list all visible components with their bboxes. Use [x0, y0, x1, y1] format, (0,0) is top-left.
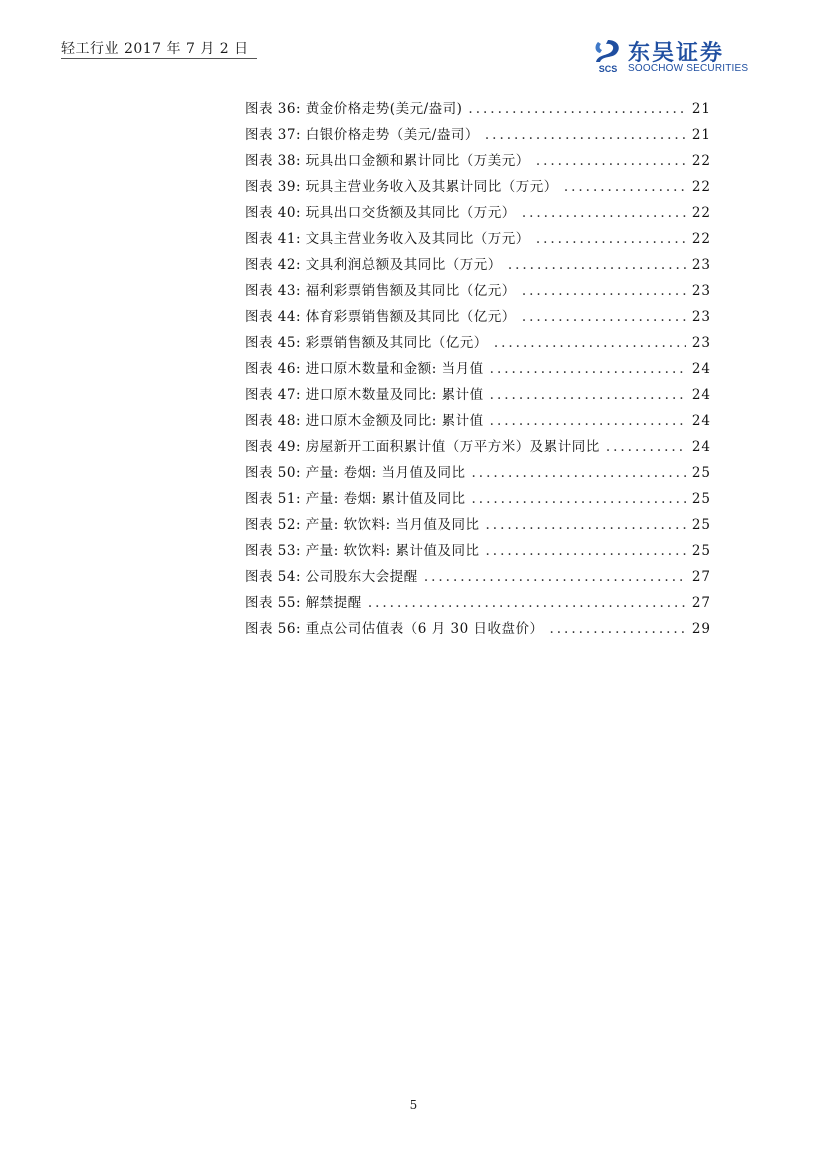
- scs-logo-icon: [592, 38, 624, 74]
- toc-entry[interactable]: [245, 617, 711, 643]
- toc-entry-page: 23: [691, 257, 711, 273]
- toc-entry[interactable]: [245, 175, 711, 201]
- toc-leader-dots: [522, 205, 686, 221]
- toc-entry-label: 图表 56: 重点公司估值表（6 月 30 日收盘价）: [245, 621, 544, 637]
- toc-entry[interactable]: [245, 253, 711, 279]
- toc-entry-label: 图表 49: 房屋新开工面积累计值（万平方米）及累计同比: [245, 439, 600, 455]
- toc-entry-label: 图表 37: 白银价格走势（美元/盎司）: [245, 127, 479, 143]
- toc-leader-dots: [564, 179, 686, 195]
- toc-entry-label: 图表 48: 进口原木金额及同比: 累计值: [245, 413, 484, 429]
- toc-entry[interactable]: [245, 279, 711, 305]
- toc-entry-label: 图表 51: 产量: 卷烟: 累计值及同比: [245, 491, 466, 507]
- toc-entry[interactable]: [245, 409, 711, 435]
- toc-leader-dots: [472, 465, 686, 481]
- toc-entry-label: 图表 47: 进口原木数量及同比: 累计值: [245, 387, 484, 403]
- toc-entry-page: 25: [691, 491, 711, 507]
- soochow-logo: [592, 38, 762, 78]
- toc-leader-dots: [486, 517, 686, 533]
- toc-entry-page: 22: [691, 179, 711, 195]
- toc-leader-dots: [486, 543, 686, 559]
- toc-entry-label: 图表 41: 文具主营业务收入及其同比（万元）: [245, 231, 530, 247]
- logo-mark-text: SCS: [598, 64, 618, 74]
- toc-entry[interactable]: [245, 383, 711, 409]
- toc-entry-page: 27: [691, 569, 711, 585]
- toc-entry-label: 图表 52: 产量: 软饮料: 当月值及同比: [245, 517, 480, 533]
- toc-entry-page: 23: [691, 335, 711, 351]
- toc-entry[interactable]: [245, 97, 711, 123]
- toc-leader-dots: [485, 127, 686, 143]
- toc-entry-label: 图表 55: 解禁提醒: [245, 595, 362, 611]
- toc-entry-label: 图表 42: 文具利润总额及其同比（万元）: [245, 257, 502, 273]
- toc-entry-page: 24: [691, 387, 711, 403]
- toc-entry-label: 图表 46: 进口原木数量和金额: 当月值: [245, 361, 484, 377]
- toc-entry[interactable]: [245, 435, 711, 461]
- toc-leader-dots: [606, 439, 686, 455]
- toc-leader-dots: [490, 387, 686, 403]
- toc-leader-dots: [522, 309, 686, 325]
- toc-entry-page: 22: [691, 231, 711, 247]
- toc-entry-page: 25: [691, 517, 711, 533]
- toc-entry-label: 图表 44: 体育彩票销售额及其同比（亿元）: [245, 309, 516, 325]
- toc-entry[interactable]: [245, 227, 711, 253]
- toc-entry[interactable]: [245, 591, 711, 617]
- toc-entry-page: 24: [691, 361, 711, 377]
- toc-entry-page: 22: [691, 205, 711, 221]
- toc-entry[interactable]: [245, 305, 711, 331]
- page-number: 5: [409, 1098, 418, 1112]
- toc-entry-page: 24: [691, 413, 711, 429]
- toc-leader-dots: [536, 153, 686, 169]
- toc-entry-page: 25: [691, 465, 711, 481]
- toc-leader-dots: [468, 101, 685, 117]
- toc-entry-label: 图表 54: 公司股东大会提醒: [245, 569, 418, 585]
- toc-entry-label: 图表 38: 玩具出口金额和累计同比（万美元）: [245, 153, 530, 169]
- toc-leader-dots: [368, 595, 686, 611]
- toc-entry-page: 24: [691, 439, 711, 455]
- toc-entry[interactable]: [245, 201, 711, 227]
- logo-english-name: SOOCHOW SECURITIES: [628, 63, 749, 74]
- header-underline: [61, 58, 257, 59]
- toc-entry-label: 图表 40: 玩具出口交货额及其同比（万元）: [245, 205, 516, 221]
- toc-leader-dots: [472, 491, 686, 507]
- toc-leader-dots: [494, 335, 686, 351]
- toc-entry[interactable]: [245, 357, 711, 383]
- toc-entry[interactable]: [245, 565, 711, 591]
- toc-entry-page: 25: [691, 543, 711, 559]
- toc-leader-dots: [536, 231, 686, 247]
- logo-chinese-name: 东吴证券: [628, 41, 725, 66]
- toc-entry-page: 27: [691, 595, 711, 611]
- toc-entry-label: 图表 53: 产量: 软饮料: 累计值及同比: [245, 543, 480, 559]
- toc-leader-dots: [549, 621, 685, 637]
- toc-entry-page: 21: [691, 127, 711, 143]
- toc-entry-label: 图表 45: 彩票销售额及其同比（亿元）: [245, 335, 488, 351]
- toc-leader-dots: [490, 361, 686, 377]
- toc-entry-label: 图表 43: 福利彩票销售额及其同比（亿元）: [245, 283, 516, 299]
- toc-entry[interactable]: [245, 539, 711, 565]
- toc-entry[interactable]: [245, 461, 711, 487]
- toc-entry-page: 23: [691, 283, 711, 299]
- toc-leader-dots: [490, 413, 686, 429]
- toc-entry-label: 图表 50: 产量: 卷烟: 当月值及同比: [245, 465, 466, 481]
- toc-entry[interactable]: [245, 487, 711, 513]
- toc-leader-dots: [424, 569, 686, 585]
- toc-leader-dots: [522, 283, 686, 299]
- toc-entry-page: 21: [691, 101, 711, 117]
- toc-entry[interactable]: [245, 123, 711, 149]
- toc-leader-dots: [508, 257, 686, 273]
- toc-entry[interactable]: [245, 149, 711, 175]
- header-title: 轻工行业 2017 年 7 月 2 日: [61, 41, 249, 57]
- toc-entry-page: 22: [691, 153, 711, 169]
- toc-entry-label: 图表 36: 黄金价格走势(美元/盎司): [245, 101, 463, 117]
- page-header: [0, 0, 827, 80]
- figure-table-of-contents: [245, 97, 711, 643]
- toc-entry-page: 29: [691, 621, 711, 637]
- toc-entry[interactable]: [245, 513, 711, 539]
- toc-entry-label: 图表 39: 玩具主营业务收入及其累计同比（万元）: [245, 179, 558, 195]
- toc-entry[interactable]: [245, 331, 711, 357]
- toc-entry-page: 23: [691, 309, 711, 325]
